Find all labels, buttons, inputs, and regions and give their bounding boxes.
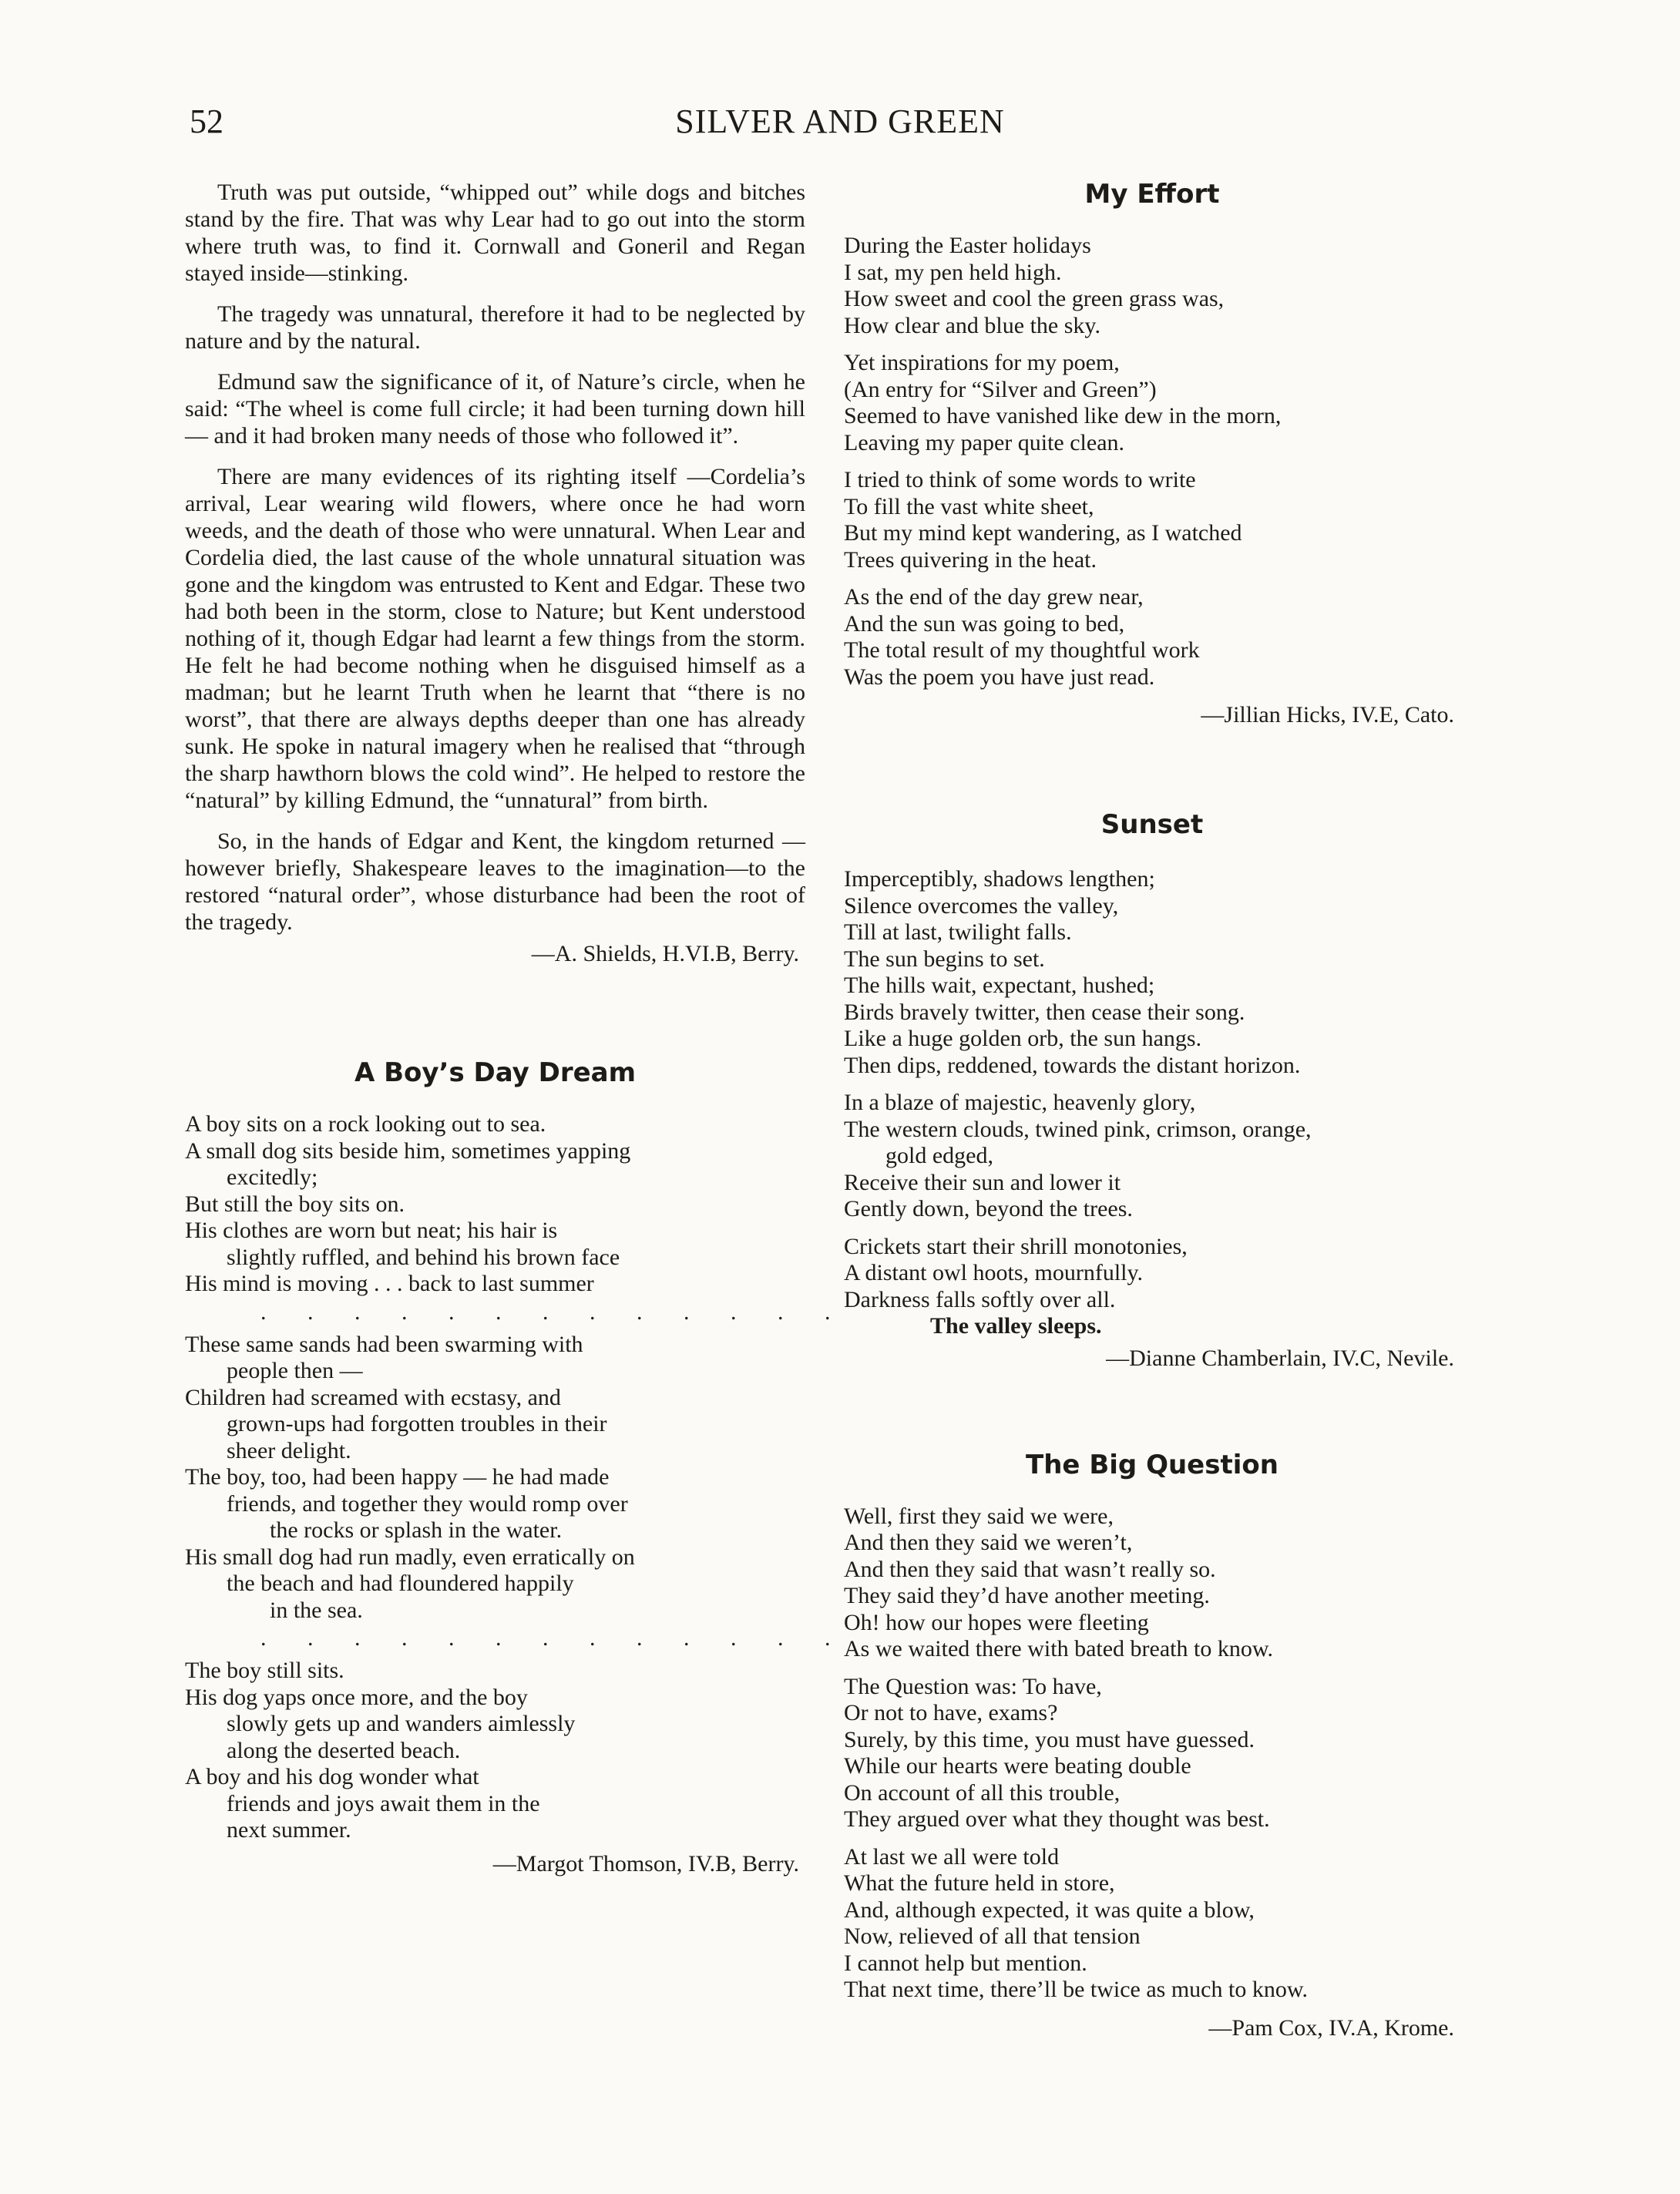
left-column xyxy=(185,179,848,1878)
poem-line: people then — xyxy=(227,1358,363,1383)
poem-sunset xyxy=(844,809,1460,1373)
poem-line: Was the poem you have just read. xyxy=(844,664,1155,690)
running-head: SILVER AND GREEN xyxy=(675,102,1005,140)
poem-line: They said they’d have another meeting. xyxy=(844,1583,1210,1608)
poem-stanza xyxy=(844,467,1460,573)
poem-line: Birds bravely twitter, then cease their song. xyxy=(844,999,1245,1025)
poem-line: On account of all this trouble, xyxy=(844,1779,1121,1806)
poem-line: They argued over what they thought was best. xyxy=(844,1806,1270,1832)
poem-line: The western clouds, twined pink, crimson, orange, xyxy=(844,1116,1312,1142)
poem-line: And then they said we weren’t, xyxy=(844,1530,1133,1555)
poem-line: Receive their sun and lower it xyxy=(844,1169,1121,1195)
poem-stanza xyxy=(844,1674,1460,1833)
poem-title: The Big Question xyxy=(1026,1449,1278,1480)
essay-paragraph: The tragedy was unnatural, therefore it had to be neglected by nature and by the natural. xyxy=(185,301,805,354)
poem-stanza xyxy=(844,584,1460,690)
poem-stanza xyxy=(844,866,1460,1079)
poem-line: The boy, too, had been happy — he had made xyxy=(185,1464,610,1490)
poem-line: Leaving my paper quite clean. xyxy=(844,429,1125,455)
poem-line: Oh! how our hopes were fleeting xyxy=(844,1609,1149,1635)
poem-body xyxy=(844,233,1460,690)
poem-stanza xyxy=(844,1090,1460,1223)
poem-line: excitedly; xyxy=(227,1164,318,1190)
poem-signature: —Margot Thomson, IV.B, Berry. xyxy=(492,1850,799,1876)
poem-line: Silence overcomes the valley, xyxy=(844,892,1119,919)
poem-line: The valley sleeps. xyxy=(930,1313,1102,1339)
poem-line: grown-ups had forgotten troubles in their xyxy=(227,1411,607,1436)
poem-line: slowly gets up and wanders aimlessly xyxy=(227,1711,576,1736)
poem-signature: —Jillian Hicks, IV.E, Cato. xyxy=(1201,702,1454,727)
poem-line: That next time, there’ll be twice as much to know. xyxy=(844,1977,1309,2002)
poem-line: friends and joys await them in the xyxy=(227,1790,540,1816)
poem-boys-day-dream xyxy=(185,1057,848,1878)
poem-line: But my mind kept wandering, as I watched xyxy=(844,520,1242,546)
ellipsis-dots: . . . . . . . . . . . . . xyxy=(260,1299,848,1325)
poem-line: The Question was: To have, xyxy=(844,1673,1102,1699)
poem-stanza xyxy=(844,233,1460,339)
poem-line: How clear and blue the sky. xyxy=(844,312,1100,338)
poem-stanza xyxy=(844,350,1460,456)
poem-line: At last we all were told xyxy=(844,1843,1060,1870)
poem-line: along the deserted beach. xyxy=(227,1737,461,1763)
poem-line: (An entry for “Silver and Green”) xyxy=(844,376,1157,402)
poem-body xyxy=(844,1504,1460,2004)
poem-line: Gently down, beyond the trees. xyxy=(844,1196,1133,1221)
poem-line: A distant owl hoots, mournfully. xyxy=(844,1260,1144,1285)
poem-line: A boy and his dog wonder what xyxy=(185,1764,479,1789)
poem-line: Then dips, reddened, towards the distant horizon. xyxy=(844,1052,1301,1078)
poem-line: the beach and had floundered happily xyxy=(227,1571,574,1596)
poem-stanza xyxy=(185,1658,805,1844)
poem-line: Surely, by this time, you must have guessed. xyxy=(844,1726,1255,1752)
poem-line: Children had screamed with ecstasy, and xyxy=(185,1384,561,1410)
poem-line: These same sands had been swarming with xyxy=(185,1331,583,1357)
poem-line: In a blaze of majestic, heavenly glory, xyxy=(844,1090,1196,1115)
right-column xyxy=(844,179,1460,2042)
poem-line: But still the boy sits on. xyxy=(185,1191,405,1217)
poem-line: A small dog sits beside him, sometimes yapping xyxy=(185,1137,631,1164)
poem-line: in the sea. xyxy=(270,1597,363,1623)
poem-line: I cannot help but mention. xyxy=(844,1950,1087,1976)
essay-paragraph: There are many evidences of its righting itself —Cordelia’s arrival, Lear wearing wild flowers, where once he had worn weeds, and the death of those who were unnatural. When Lear and Cordelia died, the last cause of the whole unnatural situation was gone and the kingdom was entrusted to Kent and Edgar. These two had both been in the storm, close to Nature; but Kent understood nothing of it, though Edgar had learnt a few things from the storm. He felt he had become nothing when he disguised himself as a madman; but he learnt Truth when he learnt that “there is no worst”, that there are always depths deeper than one has already sunk. He spoke in natural imagery when he realised that “through the sharp hawthorn blows the cold wind”. He helped to restore the “natural” by killing Edmund, the “unnatural” from birth. xyxy=(185,464,805,813)
poem-line: And then they said that wasn’t really so. xyxy=(844,1556,1216,1582)
poem-line: gold edged, xyxy=(885,1143,993,1168)
poem-line: friends, and together they would romp over xyxy=(227,1490,628,1517)
poem-big-question xyxy=(844,1450,1460,2042)
poem-signature: —Dianne Chamberlain, IV.C, Nevile. xyxy=(1106,1345,1454,1371)
poem-stanza xyxy=(185,1332,805,1625)
poem-line: And the sun was going to bed, xyxy=(844,610,1125,637)
poem-line: the rocks or splash in the water. xyxy=(270,1517,563,1543)
poem-line: I tried to think of some words to write xyxy=(844,467,1196,492)
poem-line: The boy still sits. xyxy=(185,1658,344,1683)
essay-paragraph: Edmund saw the significance of it, of Nature’s circle, when he said: “The wheel is come full circle; it had been turning down hill — and it had broken many needs of those who followed it”. xyxy=(185,369,805,449)
poem-line: His mind is moving . . . back to last summer xyxy=(185,1271,594,1296)
poem-line: Yet inspirations for my poem, xyxy=(844,350,1120,375)
poem-line: During the Easter holidays xyxy=(844,233,1091,258)
poem-line: Seemed to have vanished like dew in the morn, xyxy=(844,403,1282,428)
poem-line: While our hearts were beating double xyxy=(844,1753,1191,1779)
poem-line: Till at last, twilight falls. xyxy=(844,919,1072,945)
poem-line: And, although expected, it was quite a blow, xyxy=(844,1897,1255,1923)
poem-stanza xyxy=(844,1844,1460,2004)
poem-stanza xyxy=(844,1504,1460,1663)
poem-line: Well, first they said we were, xyxy=(844,1503,1114,1529)
poem-line: Now, relieved of all that tension xyxy=(844,1924,1141,1949)
poem-line: Or not to have, exams? xyxy=(844,1700,1058,1725)
poem-line: His clothes are worn but neat; his hair is xyxy=(185,1218,558,1243)
poem-title: Sunset xyxy=(1100,809,1204,840)
poem-line: Like a huge golden orb, the sun hangs. xyxy=(844,1026,1202,1051)
poem-line: Darkness falls softly over all. xyxy=(844,1286,1116,1312)
poem-line: I sat, my pen held high. xyxy=(844,259,1062,285)
poem-line: The sun begins to set. xyxy=(844,946,1045,972)
poem-line: slightly ruffled, and behind his brown face xyxy=(227,1244,620,1270)
poem-title: A Boy’s Day Dream xyxy=(354,1057,637,1088)
poem-line: How sweet and cool the green grass was, xyxy=(844,286,1225,311)
essay-paragraph: So, in the hands of Edgar and Kent, the kingdom returned — however briefly, Shakespeare leaves to the imagination—to the restored “natural order”, whose disturbance had been the root of the tragedy. xyxy=(185,828,805,935)
poem-stanza xyxy=(844,1234,1460,1340)
poem-stanza xyxy=(185,1111,805,1298)
essay-signature: —A. Shields, H.VI.B, Berry. xyxy=(531,941,799,966)
poem-line: A boy sits on a rock looking out to sea. xyxy=(185,1111,546,1137)
poem-my-effort xyxy=(844,179,1460,729)
essay-paragraph: Truth was put outside, “whipped out” while dogs and bitches stand by the fire. That was why Lear had to go out into the storm where truth was, to find it. Cornwall and Goneril and Regan stayed inside—stinking. xyxy=(185,180,805,286)
poem-line: Trees quivering in the heat. xyxy=(844,546,1097,573)
poem-line: Crickets start their shrill monotonies, xyxy=(844,1233,1188,1259)
poem-line: His dog yaps once more, and the boy xyxy=(185,1684,528,1710)
poem-line: The hills wait, expectant, hushed; xyxy=(844,973,1155,998)
poem-line: His small dog had run madly, even erratically on xyxy=(185,1544,635,1570)
ellipsis-dots: . . . . . . . . . . . . . xyxy=(260,1625,848,1651)
poem-line: To fill the vast white sheet, xyxy=(844,493,1094,519)
poem-line: As we waited there with bated breath to know. xyxy=(844,1636,1274,1661)
poem-line: sheer delight. xyxy=(227,1437,351,1463)
poem-title: My Effort xyxy=(1084,179,1220,210)
page-number: 52 xyxy=(190,102,223,140)
poem-line: Imperceptibly, shadows lengthen; xyxy=(844,866,1155,892)
poem-line: What the future held in store, xyxy=(844,1870,1115,1896)
poem-line: next summer. xyxy=(227,1817,351,1843)
poem-signature: —Pam Cox, IV.A, Krome. xyxy=(1208,2014,1454,2041)
poem-line: The total result of my thoughtful work xyxy=(844,637,1200,663)
essay xyxy=(185,179,805,968)
poem-line: As the end of the day grew near, xyxy=(844,584,1144,610)
